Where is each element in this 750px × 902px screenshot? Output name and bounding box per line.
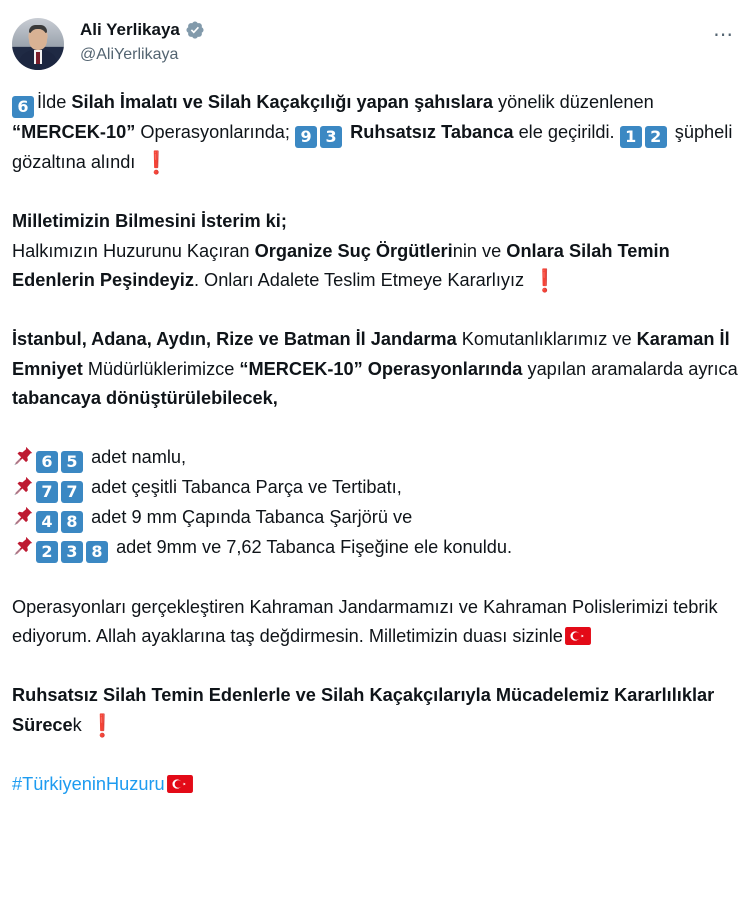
author-name-row <box>80 20 205 40</box>
bold-span: Ruhsatsız Silah Temin Edenlerle ve Silah Kaçakçılarıyla Mücadelemiz Kararlılıklar Sürece <box>12 685 715 735</box>
more-options-icon[interactable]: ⋯ <box>713 24 734 46</box>
keycap-digit: 2 <box>645 126 667 148</box>
list-item <box>12 447 187 471</box>
bold-span: “MERCEK-10” <box>12 122 136 142</box>
pushpin-emoji-icon <box>12 535 34 557</box>
bold-span: Onlara Silah Temin Edenlerin Peşindeyiz <box>12 240 670 290</box>
text-span: Komutanlıklarımız ve <box>456 329 637 349</box>
list-item <box>12 537 513 561</box>
paragraph-2 <box>12 207 740 296</box>
keycap-digit: 8 <box>61 511 83 533</box>
pushpin-emoji-icon <box>12 475 34 497</box>
text-span: yönelik düzenlenen <box>492 92 654 112</box>
hashtag-link[interactable]: #TürkiyeninHuzuru <box>12 773 165 794</box>
text-span: nin ve <box>452 240 507 261</box>
keycap-digit: 3 <box>320 126 342 148</box>
text-span: yapılan aramalarda ayrıca <box>522 358 738 379</box>
keycap-digit: 1 <box>620 126 642 148</box>
turkey-flag-emoji-icon <box>565 627 591 645</box>
paragraph-5 <box>12 593 740 652</box>
red-exclamation-icon: ❗ <box>88 712 117 738</box>
bold-span: İstanbul, Adana, Aydın, Rize ve Batman İl Jandarma <box>12 329 457 349</box>
text-span: İlde <box>37 92 72 112</box>
seized-items-list <box>12 443 740 563</box>
text-span: adet namlu, <box>91 447 187 467</box>
bold-span: Ruhsatsız Tabanca <box>350 122 514 142</box>
keycap-digit: 3 <box>61 541 83 563</box>
text-span: şüpheli gözaltına alındı <box>12 122 733 172</box>
bold-span: Silah İmalatı ve Silah Kaçakçılığı yapan şahıslara <box>71 92 493 112</box>
text-span: Operasyonlarında; <box>135 122 296 142</box>
verified-badge-icon <box>185 20 205 40</box>
keycap-digit: 7 <box>36 481 58 503</box>
pushpin-emoji-icon <box>12 445 34 467</box>
tweet-header <box>12 16 738 76</box>
tweet-text <box>12 88 740 799</box>
hashtag-line <box>12 770 740 800</box>
bold-span: Organize Suç Örgütleri <box>254 240 453 261</box>
author-handle[interactable]: @AliYerlikaya <box>80 46 179 63</box>
keycap-digit: 7 <box>61 481 83 503</box>
text-span: k <box>72 714 87 735</box>
keycap-digit: 9 <box>295 126 317 148</box>
keycap-digit: 5 <box>61 451 83 473</box>
bold-span: tabancaya dönüştürülebilecek, <box>12 388 278 408</box>
bold-span: “MERCEK-10” Operasyonlarında <box>239 358 523 379</box>
paragraph-1 <box>12 88 740 178</box>
paragraph-6 <box>12 681 740 740</box>
text-span: . Onları Adalete Teslim Etmeye Kararlıyız <box>193 270 525 290</box>
keycap-digit: 2 <box>36 541 58 563</box>
text-span: Operasyonları gerçekleştiren Kahraman Jandarmamızı ve Kahraman Polislerimizi tebrik ediyorum. Allah ayaklarına taş değdirmesin. Milletimizin duası sizinle <box>12 596 718 646</box>
keycap-digit: 4 <box>36 511 58 533</box>
red-exclamation-icon: ❗ <box>142 150 170 175</box>
turkey-flag-emoji-icon <box>167 775 193 793</box>
list-item <box>12 477 402 501</box>
text-span: Müdürlüklerimizce <box>82 358 240 379</box>
paragraph-3 <box>12 325 740 414</box>
red-exclamation-icon: ❗ <box>531 268 559 293</box>
text-span: adet 9mm ve 7,62 Tabanca Fişeğine ele konuldu. <box>116 537 513 557</box>
keycap-digit: 6 <box>12 96 34 118</box>
list-item <box>12 507 413 531</box>
text-span: adet 9 mm Çapında Tabanca Şarjörü ve <box>91 507 413 527</box>
text-span: ele geçirildi. <box>513 122 620 142</box>
keycap-digit: 8 <box>86 541 108 563</box>
text-span: Halkımızın Huzurunu Kaçıran <box>12 240 255 261</box>
pushpin-emoji-icon <box>12 505 34 527</box>
text-span: adet çeşitli Tabanca Parça ve Tertibatı, <box>91 477 402 497</box>
avatar[interactable] <box>12 18 64 70</box>
bold-span: Karaman İl Emniyet <box>12 329 730 379</box>
bold-span: Milletimizin Bilmesini İsterim ki; <box>12 211 287 231</box>
author-name[interactable]: Ali Yerlikaya <box>80 20 180 39</box>
keycap-digit: 6 <box>36 451 58 473</box>
